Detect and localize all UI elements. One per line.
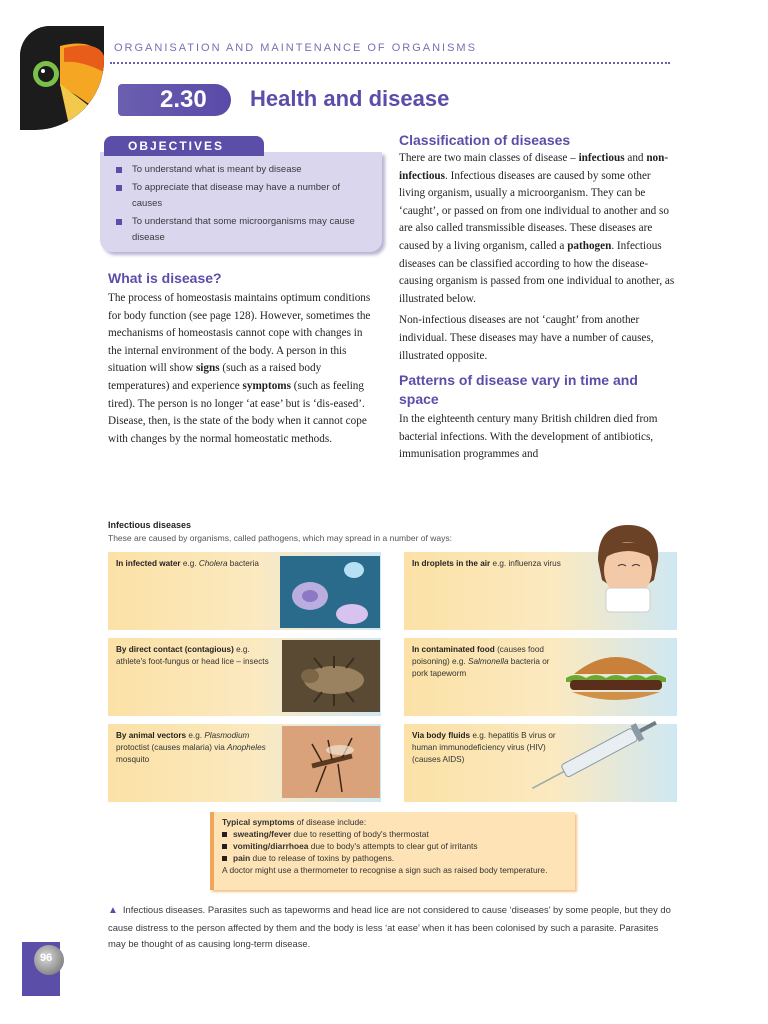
- classification-section: [399, 132, 677, 468]
- head-louse-photo: [282, 640, 380, 712]
- card-text: In infected water e.g. Cholera bacteria: [116, 559, 259, 568]
- figure-caption: ▲ Infectious diseases. Parasites such as tapeworms and head lice are not considered to cause ‘diseases’ by some people, but they do cause distress to the person affected by them and the body is less ‘at ease’ when it has been colonised by such a parasite. Parasites may be thought of as causing long-term disease.: [108, 904, 671, 949]
- sneezing-boy-illustration: [588, 520, 668, 620]
- syringe-illustration: [520, 712, 670, 798]
- what-is-disease-text: The process of homeostasis maintains optimum conditions for body function (see page 128). However, sometimes the mechanisms of homeostasis cannot cope with changes in the internal environment of the body. A person in this situation will show signs (such as a raised body temperatures) and experience symptoms (such as feeling tired). The person is no longer ‘at ease’ but is ‘dis-eased’. Disease, then, is the state of the body when it cannot cope with changes by the normal homeostatic methods.: [108, 292, 371, 445]
- dotted-rule: [110, 62, 670, 64]
- symptoms-footer: A doctor might use a thermometer to recognise a sign such as raised body temperature.: [222, 865, 548, 875]
- bullet-square-icon: [222, 832, 227, 837]
- hamburger-photo: [560, 646, 672, 708]
- toucan-photo: [20, 26, 104, 130]
- classification-text: There are two main classes of disease – infectious and non-infectious. Infectious diseases are caused by some other living organism, usually a microorganism. They can be ‘caught’, or passed on from one individual to another and so are also called transmissible diseases. These diseases are caused by a living organism, called a pathogen. Infectious diseases can be classified according to how the disease-causing organism is passed from one individual to another, as illustrated below. Non-infectious diseases are not ‘caught’ from another individual. These diseases may have a number of causes, illustrated opposite.: [399, 152, 675, 362]
- chapter-heading: ORGANISATION AND MAINTENANCE OF ORGANISMS: [114, 42, 477, 54]
- page-number: 96: [40, 952, 53, 964]
- bullet-square-icon: [116, 167, 122, 173]
- cholera-bacteria-photo: [280, 556, 380, 628]
- symptom-item: pain due to release of toxins by pathogens.: [222, 852, 567, 864]
- symptoms-box: [210, 812, 575, 890]
- card-text: By animal vectors e.g. Plasmodium protoctist (causes malaria) via Anopheles mosquito: [116, 731, 266, 764]
- card-text: In contaminated food (causes food poisoning) e.g. Salmonella bacteria or pork tapeworm: [412, 645, 550, 678]
- mosquito-photo: [282, 726, 380, 798]
- bullet-square-icon: [222, 856, 227, 861]
- page-title: Health and disease: [250, 86, 450, 111]
- triangle-up-icon: ▲: [108, 905, 118, 916]
- patterns-heading: Patterns of disease vary in time and space: [399, 372, 638, 408]
- section-number: 2.30: [160, 86, 207, 113]
- bullet-square-icon: [116, 185, 122, 191]
- what-is-disease-section: [108, 270, 378, 452]
- objective-item: To understand that some microorganisms may cause disease: [116, 214, 366, 246]
- objective-item: To understand what is meant by disease: [116, 162, 366, 178]
- objectives-list: [116, 162, 366, 248]
- card-text: Via body fluids e.g. hepatitis B virus or human immunodeficiency virus (HIV) (causes AIDS): [412, 731, 556, 764]
- what-is-disease-heading: What is disease?: [108, 270, 222, 286]
- card-text: By direct contact (contagious) e.g. athlete's foot-fungus or head lice – insects: [116, 645, 269, 666]
- symptom-item: vomiting/diarrhoea due to body's attempts to clear gut of irritants: [222, 840, 567, 852]
- card-text: In droplets in the air e.g. influenza virus: [412, 559, 561, 568]
- classification-heading: Classification of diseases: [399, 132, 571, 148]
- objectives-heading: OBJECTIVES: [104, 136, 264, 156]
- objective-item: To appreciate that disease may have a number of causes: [116, 180, 366, 212]
- bullet-square-icon: [222, 844, 227, 849]
- infectious-title: Infectious diseases: [108, 520, 192, 530]
- infectious-subtitle: These are caused by organisms, called pathogens, which may spread in a number of ways:: [108, 533, 452, 543]
- patterns-text: In the eighteenth century many British children died from bacterial infections. With the development of antibiotics, immunisation programmes and: [399, 413, 658, 461]
- bullet-square-icon: [116, 219, 122, 225]
- symptom-item: sweating/fever due to resetting of body's thermostat: [222, 828, 567, 840]
- symptoms-lead: Typical symptoms of disease include:: [222, 817, 367, 827]
